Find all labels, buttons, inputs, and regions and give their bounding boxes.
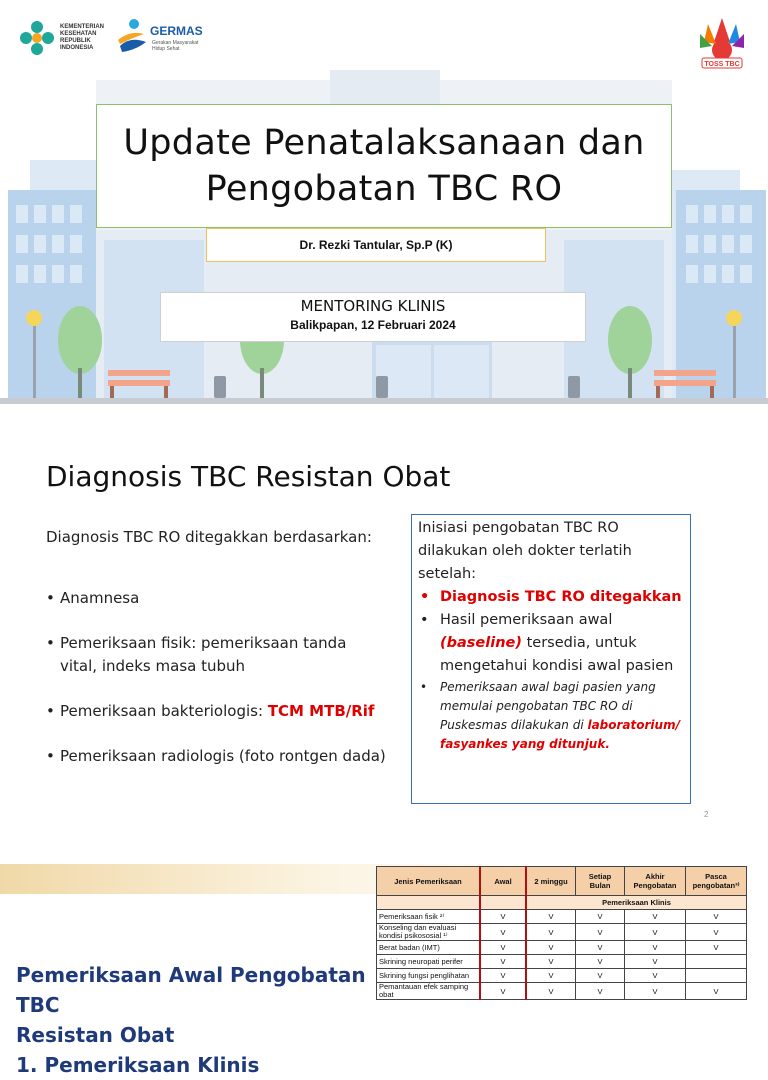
table-cell: V (480, 924, 526, 941)
table-cell: V (526, 910, 576, 924)
box-item-text: Diagnosis TBC RO ditegakkan (440, 589, 682, 605)
criteria-text: Pemeriksaan bakteriologis: (60, 702, 268, 720)
table-cell: V (480, 955, 526, 969)
table-cell: V (625, 955, 686, 969)
table-row (377, 983, 747, 1000)
section-label: Pemeriksaan Klinis (526, 896, 747, 910)
list-item (46, 632, 386, 678)
kemenkes-emblem-icon (18, 19, 56, 57)
table-cell: V (526, 983, 576, 1000)
column-header: Akhir Pengobatan (625, 867, 686, 896)
table-cell: V (526, 955, 576, 969)
box-list (418, 586, 684, 754)
table-cell: Berat badan (IMT) (377, 941, 481, 955)
germas-subtitle-line: Gerakan Masyarakat (152, 40, 199, 46)
list-item (418, 586, 684, 609)
table-cell: V (625, 910, 686, 924)
germas-figure-icon (116, 16, 150, 60)
author-name: Dr. Rezki Tantular, Sp.P (K) (299, 238, 453, 252)
slide-heading: Diagnosis TBC Resistan Obat (46, 460, 451, 493)
table-cell: Skrining fungsi penglihatan (377, 969, 481, 983)
germas-word: GERMAS (150, 24, 203, 38)
table-cell: V (480, 969, 526, 983)
table-cell: V (480, 983, 526, 1000)
table-cell: V (480, 910, 526, 924)
table-cell: V (480, 941, 526, 955)
table-cell: V (576, 924, 625, 941)
criteria-highlight: TCM MTB/Rif (267, 702, 375, 720)
column-header: Jenis Pemeriksaan (377, 867, 481, 896)
germas-logo (116, 16, 216, 60)
slide-heading (16, 960, 366, 1080)
table-cell: V (576, 941, 625, 955)
table-cell: V (625, 924, 686, 941)
table-cell: Pemeriksaan fisik ²⁾ (377, 910, 481, 924)
criteria-text: Pemeriksaan radiologis (foto rontgen dada) (60, 747, 386, 765)
table-row (377, 941, 747, 955)
list-item (46, 745, 386, 768)
box-item-highlight: (baseline) (440, 635, 522, 651)
table-cell (377, 896, 481, 910)
germas-subtitle-line: Hidup Sehat (152, 46, 180, 52)
table-cell: V (686, 924, 747, 941)
event-box (160, 292, 586, 342)
toss-tbc-text: TOSS TBC (704, 61, 740, 68)
list-item (418, 678, 684, 754)
table-cell: V (686, 941, 747, 955)
column-header: Setiap Bulan (576, 867, 625, 896)
slide-title-box (96, 104, 672, 228)
box-lead: Inisiasi pengobatan TBC RO dilakukan oleh dokter terlatih setelah: (418, 520, 632, 582)
table-cell: V (526, 969, 576, 983)
table-cell: V (526, 941, 576, 955)
table-section-row (377, 896, 747, 910)
treatment-initiation-box (411, 514, 691, 804)
slide-title: Update Penatalaksanaan dan Pengobatan TBC RO (123, 123, 645, 209)
table-row (377, 969, 747, 983)
table-cell: V (526, 924, 576, 941)
toss-tbc-logo (694, 12, 750, 72)
page-number: 2 (704, 810, 709, 819)
list-item (418, 609, 684, 678)
author-box (206, 228, 546, 262)
box-item-text: Hasil pemeriksaan awal (440, 612, 613, 628)
table-cell (686, 955, 747, 969)
list-item (46, 587, 386, 610)
table-cell: Pemantauan efek samping obat (377, 983, 481, 1000)
table-cell: Skrining neuropati perifer (377, 955, 481, 969)
column-header: Awal (480, 867, 526, 896)
table-header-row (377, 867, 747, 896)
table-cell (686, 969, 747, 983)
table-row (377, 924, 747, 941)
diagnosis-slide (0, 430, 768, 840)
table-cell: V (625, 941, 686, 955)
kemenkes-text-line: REPUBLIK (60, 38, 91, 44)
heading-line: Pemeriksaan Awal Pengobatan TBC (16, 963, 366, 1017)
list-item (46, 700, 386, 723)
column-header: 2 minggu (526, 867, 576, 896)
table-cell: V (686, 983, 747, 1000)
table-cell: V (576, 983, 625, 1000)
title-slide (0, 0, 768, 410)
heading-line: Resistan Obat (16, 1023, 175, 1047)
table-cell (480, 896, 526, 910)
table-cell: V (625, 969, 686, 983)
event-title: MENTORING KLINIS (300, 297, 446, 315)
table-row (377, 955, 747, 969)
table-cell: V (625, 983, 686, 1000)
table-cell: V (576, 910, 625, 924)
kemenkes-text-line: KESEHATAN (60, 31, 97, 37)
criteria-intro: Diagnosis TBC RO ditegakkan berdasarkan: (46, 528, 372, 546)
event-date: Balikpapan, 12 Februari 2024 (290, 318, 456, 332)
table-cell: V (576, 969, 625, 983)
table-cell: V (686, 910, 747, 924)
table-cell: V (576, 955, 625, 969)
criteria-text: Anamnesa (60, 589, 140, 607)
table-row (377, 910, 747, 924)
heading-line: 1. Pemeriksaan Klinis (16, 1053, 260, 1077)
kemenkes-logo (18, 18, 113, 58)
criteria-list (46, 587, 386, 768)
kemenkes-text-line: KEMENTERIAN (60, 24, 105, 30)
criteria-text: Pemeriksaan fisik: pemeriksaan tanda vital, indeks masa tubuh (60, 634, 347, 675)
exam-schedule-table (376, 866, 747, 1000)
box-item-text: Pemeriksaan awal bagi pasien yang memulai pengobatan TBC RO di Puskesmas dilakukan di (440, 680, 656, 732)
exam-slide (0, 864, 768, 1077)
diagnosis-criteria (46, 526, 386, 790)
kemenkes-text-line: INDONESIA (60, 45, 94, 51)
table-cell: Konseling dan evaluasi kondisi psikososial ¹⁾ (377, 924, 481, 941)
box-item-highlight: laboratorium/ fasyankes yang ditunjuk. (440, 718, 680, 751)
column-header: Pasca pengobatan³⁾ (686, 867, 747, 896)
box-item-text: tersedia, untuk mengetahui kondisi awal pasien (440, 635, 674, 674)
